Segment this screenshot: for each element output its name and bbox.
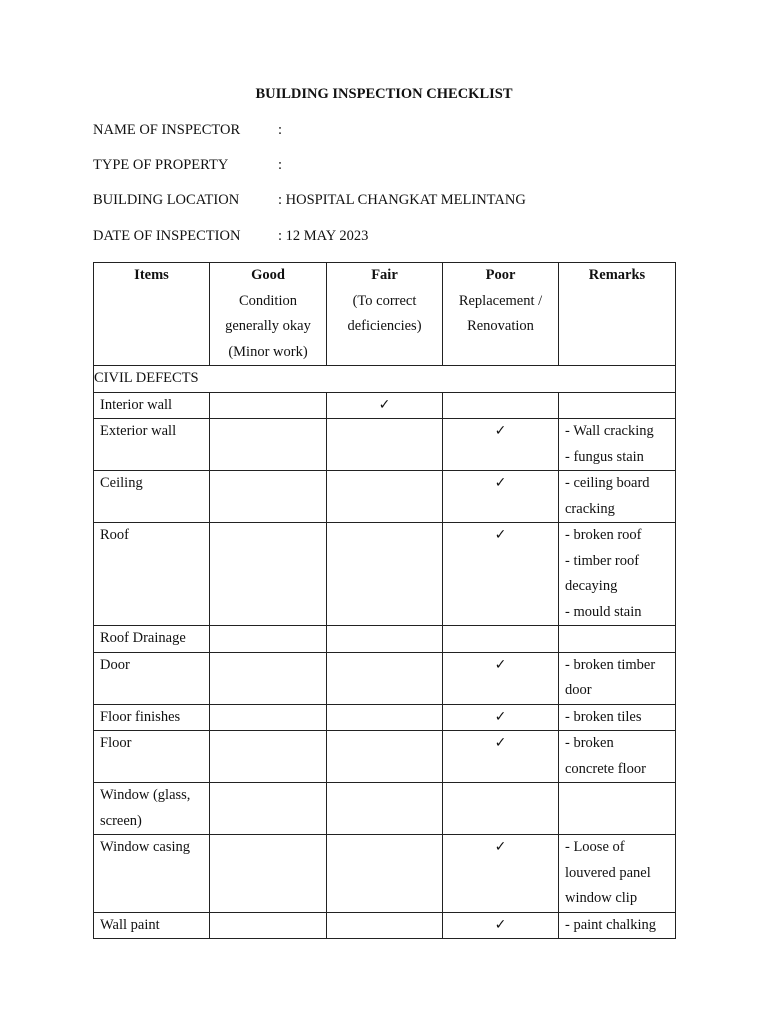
rating-good-cell <box>210 835 327 913</box>
checkmark-icon: ✓ <box>378 396 391 413</box>
rating-good-cell <box>210 392 327 419</box>
rating-good-cell <box>210 783 327 835</box>
info-value: : 12 MAY 2023 <box>278 228 369 244</box>
rating-fair-cell <box>327 419 443 471</box>
info-value: : HOSPITAL CHANGKAT MELINTANG <box>278 192 526 208</box>
remark-line: - broken tiles <box>565 708 642 725</box>
remarks-cell <box>559 912 676 939</box>
item-name-line: Window casing <box>100 839 191 855</box>
table-row <box>94 419 676 471</box>
table-row <box>94 783 676 835</box>
remarks-cell <box>559 419 676 471</box>
rating-poor-cell <box>443 419 559 471</box>
checkmark-icon: ✓ <box>494 735 507 751</box>
remark-line: - broken timber <box>565 656 656 673</box>
section-row <box>94 366 676 393</box>
table-row <box>94 523 676 626</box>
item-name <box>94 471 210 523</box>
header-fair: Fair (To correct deficiencies) <box>327 263 443 366</box>
remark-line: door <box>565 682 592 698</box>
info-value: : <box>278 122 283 138</box>
rating-fair-cell <box>327 652 443 704</box>
rating-poor-cell <box>443 652 559 704</box>
remark-line: window clip <box>565 890 638 906</box>
rating-poor-cell <box>443 783 559 835</box>
item-name <box>94 652 210 704</box>
item-name-line: Roof Drainage <box>100 630 186 646</box>
item-name <box>94 626 210 653</box>
rating-good-cell <box>210 704 327 731</box>
rating-good-cell <box>210 626 327 653</box>
item-name <box>94 523 210 626</box>
rating-poor-cell <box>443 912 559 939</box>
remarks-cell <box>559 471 676 523</box>
remark-line: - paint chalking <box>565 916 657 933</box>
rating-poor-cell <box>443 704 559 731</box>
rating-good-cell <box>210 731 327 783</box>
remarks-cell <box>559 392 676 419</box>
checkmark-icon: ✓ <box>494 656 507 673</box>
table-row <box>94 835 676 913</box>
table-row <box>94 392 676 419</box>
item-name-line: Roof <box>100 527 129 543</box>
table-row <box>94 652 676 704</box>
remarks-cell <box>559 783 676 835</box>
remarks-cell <box>559 652 676 704</box>
remark-line: - fungus stain <box>565 448 644 465</box>
item-name-line: Wall paint <box>100 916 160 933</box>
item-name <box>94 392 210 419</box>
remark-line: decaying <box>565 578 618 594</box>
item-name-line: Interior wall <box>100 396 173 413</box>
remark-line: cracking <box>565 500 615 517</box>
checkmark-icon: ✓ <box>494 916 507 933</box>
remark-line: concrete floor <box>565 760 646 777</box>
item-name <box>94 704 210 731</box>
table-row <box>94 471 676 523</box>
info-value: : <box>278 157 283 173</box>
rating-fair-cell <box>327 523 443 626</box>
rating-poor-cell <box>443 471 559 523</box>
rating-fair-cell <box>327 626 443 653</box>
rating-fair-cell <box>327 731 443 783</box>
info-label: NAME OF INSPECTOR <box>93 122 241 138</box>
rating-poor-cell <box>443 523 559 626</box>
rating-good-cell <box>210 523 327 626</box>
item-name-line: Exterior wall <box>100 423 177 439</box>
rating-fair-cell <box>327 835 443 913</box>
remarks-cell <box>559 626 676 653</box>
item-name-line: Floor <box>100 735 132 751</box>
table-row <box>94 731 676 783</box>
table-header-row <box>94 263 676 366</box>
rating-good-cell <box>210 471 327 523</box>
rating-poor-cell <box>443 835 559 913</box>
remark-line: - mould stain <box>565 603 642 620</box>
rating-fair-cell <box>327 912 443 939</box>
remark-line: - broken <box>565 735 614 751</box>
rating-poor-cell <box>443 731 559 783</box>
checkmark-icon: ✓ <box>494 527 507 543</box>
item-name-line: Floor finishes <box>100 708 181 725</box>
section-title: CIVIL DEFECTS <box>94 366 676 393</box>
header-poor: Poor Replacement / Renovation <box>443 263 559 366</box>
rating-good-cell <box>210 652 327 704</box>
checkmark-icon: ✓ <box>494 475 507 491</box>
item-name-line: Door <box>100 656 130 673</box>
remark-line: - ceiling board <box>565 475 650 491</box>
checkmark-icon: ✓ <box>494 839 507 855</box>
header-good: Good Condition generally okay (Minor work) <box>210 263 327 366</box>
inspection-table <box>93 262 676 939</box>
item-name <box>94 783 210 835</box>
remark-line: louvered panel <box>565 864 651 881</box>
item-name-line: screen) <box>100 812 142 829</box>
rating-fair-cell <box>327 471 443 523</box>
info-label: DATE OF INSPECTION <box>93 228 241 244</box>
document-title: BUILDING INSPECTION CHECKLIST <box>255 86 513 102</box>
checkmark-icon: ✓ <box>494 708 507 725</box>
header-items: Items <box>94 263 210 366</box>
item-name <box>94 419 210 471</box>
remark-line: - broken roof <box>565 527 642 543</box>
rating-good-cell <box>210 419 327 471</box>
rating-poor-cell <box>443 392 559 419</box>
item-name <box>94 912 210 939</box>
remark-line: - Wall cracking <box>565 423 654 439</box>
item-name <box>94 835 210 913</box>
remarks-cell <box>559 704 676 731</box>
remarks-cell <box>559 835 676 913</box>
remark-line: - timber roof <box>565 552 640 569</box>
remark-line: - Loose of <box>565 839 625 855</box>
rating-poor-cell <box>443 626 559 653</box>
rating-fair-cell <box>327 783 443 835</box>
table-row <box>94 626 676 653</box>
table-row <box>94 704 676 731</box>
remarks-cell <box>559 523 676 626</box>
item-name-line: Ceiling <box>100 475 143 491</box>
item-name-line: Window (glass, <box>100 787 191 803</box>
rating-fair-cell <box>327 392 443 419</box>
item-name <box>94 731 210 783</box>
rating-good-cell <box>210 912 327 939</box>
info-label: BUILDING LOCATION <box>93 192 240 208</box>
remarks-cell <box>559 731 676 783</box>
table-row <box>94 912 676 939</box>
checkmark-icon: ✓ <box>494 423 507 439</box>
rating-fair-cell <box>327 704 443 731</box>
info-label: TYPE OF PROPERTY <box>93 157 229 173</box>
header-remarks: Remarks <box>559 263 676 366</box>
